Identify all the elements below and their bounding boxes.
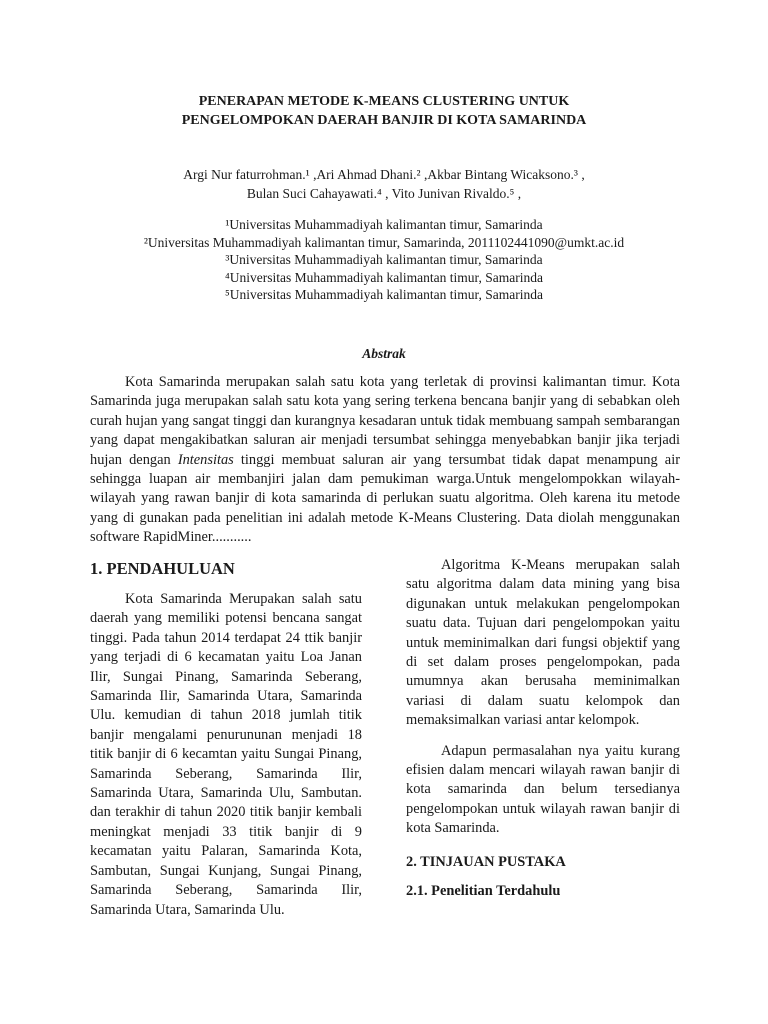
section-2-heading: 2. TINJAUAN PUSTAKA (406, 853, 566, 870)
kmeans-paragraph: Algoritma K-Means merupakan salah satu algoritma dalam data mining yang bisa digunakan untuk melakukan pengelompokan suatu data. Tujuan dari pengelompokan yaitu untuk meminimalkan dari fungsi objektif yang di set dalam proses pengelompokan, pada umumnya akan berusaha meminimalkan variasi di dalam suatu kelompok dan memaksimalkan variasi antar kelompok. (406, 557, 680, 729)
author-list (0, 165, 768, 203)
paper-title (0, 92, 768, 130)
section-2-1-heading: 2.1. Penelitian Terdahulu (406, 882, 561, 899)
abstract-text-part-2: tinggi membuat saluran air yang tersumbat tidak dapat menampung air sehingga luapan air membanjiri jalan dam pemukiman warga.Untuk mengelompokkan wilayah-wilayah yang rawan banjir di kota samarinda di perlukan suatu algoritma. Oleh karena itu metode yang di gunakan pada penelitian ini adalah metode K-Means Clustering. Data diolah menggunakan software RapidMiner........... (90, 451, 680, 546)
section-1-paragraph: Kota Samarinda Merupakan salah satu daerah yang memiliki potensi bencana sangat tinggi. Pada tahun 2014 terdapat 24 ttik banjir yang terjadi di 6 kecamatan yaitu Loa Janan Ilir, Sungai Pinang, Samarinda Seberang, Samarinda Ilir, Samarinda Utara, Samarinda Ulu. kemudian di tahun 2018 jumlah titik banjir mengalami penurununan menjadi 18 titik banjir di 6 kecamtan yaitu Sungai Pinang, Samarinda Seberang, Samarinda Ilir, Samarinda Utara, Samarinda Ulu, Sambutan. dan terakhir di tahun 2020 titik banjir kembali meningkat menjadi 33 titik banjir di 9 kecamatan yaitu Palaran, Samarinda Kota, Sambutan, Sungai Kunjang, Sungai Pinang, Samarinda Seberang, Samarinda Ilir, Samarinda Utara, Samarinda Ulu. (90, 591, 362, 918)
authors-line-1: Argi Nur faturrohman.¹ ,Ari Ahmad Dhani.² ,Akbar Bintang Wicaksono.³ , (183, 167, 585, 182)
right-column (406, 556, 680, 901)
affiliation-2: ²Universitas Muhammadiyah kalimantan timur, Samarinda, 2011102441090@umkt.ac.id (143, 234, 625, 250)
left-column (90, 557, 362, 920)
abstract-text-part-1: Kota Samarinda merupakan salah satu kota yang terletak di provinsi kalimantan timur. Kota Samarinda juga merupakan salah satu kota yang sering terkena bencana banjir yang di sebabkan oleh curah hujan yang sangat tinggi dan kurangnya kesadaran untuk tidak membuang sampah sembarangan yang dapat mengakibatkan saluran air menjadi tersumbat sehingga menyebabkan banjir jika terjadi hujan dengan (90, 374, 680, 468)
affiliation-3: ³Universitas Muhammadiyah kalimantan timur, Samarinda (225, 252, 543, 267)
abstract-heading: Abstrak (362, 346, 406, 361)
affiliation-4: ⁴Universitas Muhammadiyah kalimantan timur, Samarinda (225, 269, 543, 285)
affiliation-5: ⁵Universitas Muhammadiyah kalimantan timur, Samarinda (225, 287, 543, 302)
authors-line-2: Bulan Suci Cahayawati.⁴ , Vito Junivan Rivaldo.⁵ , (246, 186, 522, 201)
title-line-1: PENERAPAN METODE K-MEANS CLUSTERING UNTUK (198, 94, 570, 109)
section-1-heading: 1. PENDAHULUAN (90, 559, 235, 578)
abstract-italic-term: Intensitas (177, 451, 234, 468)
affiliation-1: ¹Universitas Muhammadiyah kalimantan timur, Samarinda (225, 217, 543, 232)
affiliation-list (0, 216, 768, 304)
abstract-body (90, 373, 680, 548)
title-line-2: PENGELOMPOKAN DAERAH BANJIR DI KOTA SAMARINDA (181, 113, 587, 128)
problem-paragraph: Adapun permasalahan nya yaitu kurang efisien dalam mencari wilayah rawan banjir di kota samarinda dan belum tersedianya pengelompokan untuk wilayah rawan banjir di kota Samarinda. (406, 742, 680, 837)
